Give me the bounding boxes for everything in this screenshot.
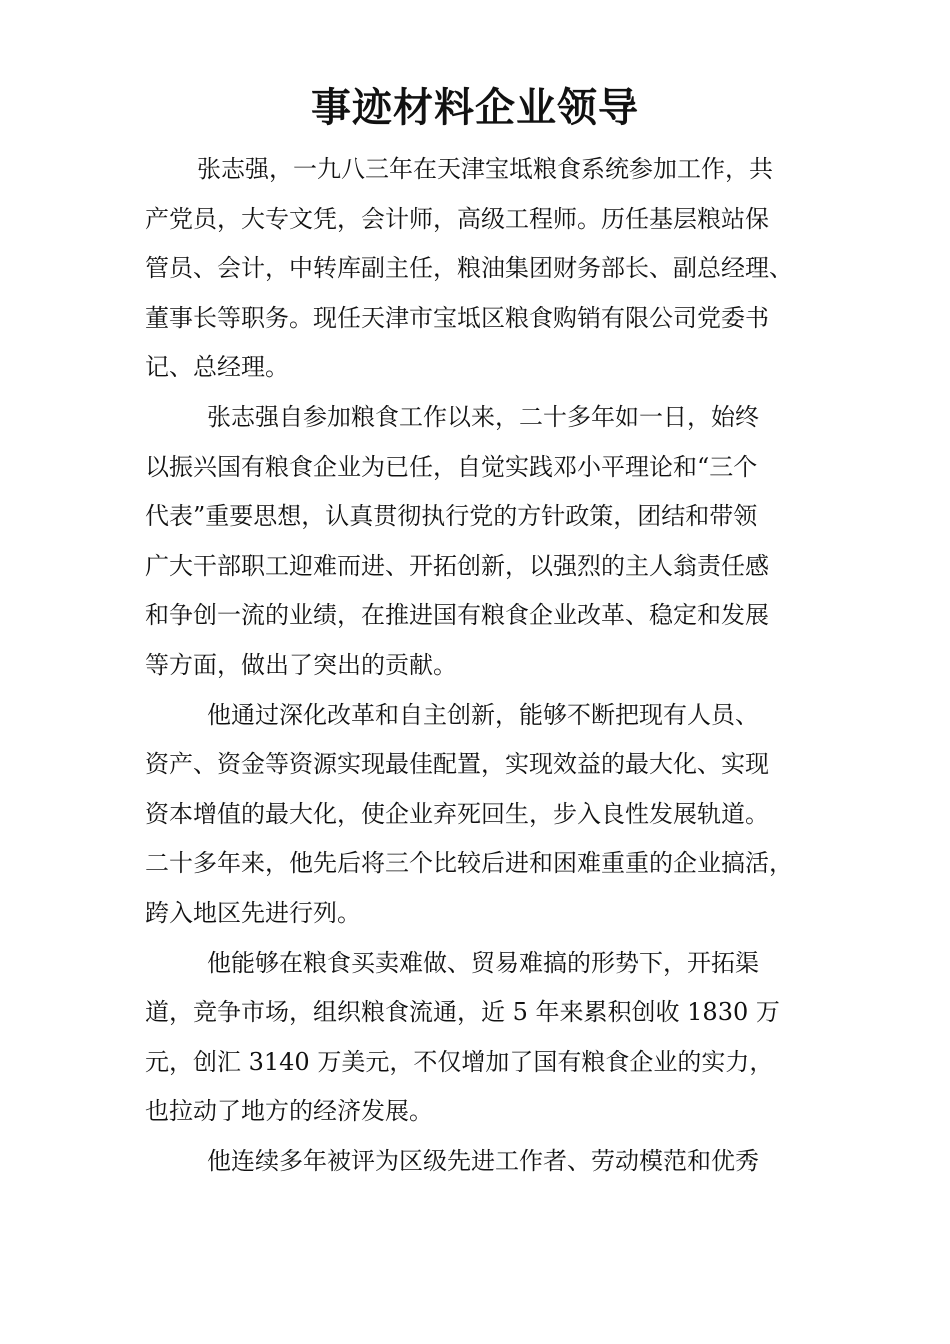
paragraph-4	[145, 939, 835, 1137]
text-line: 董事长等职务。现任天津市宝坻区粮食购销有限公司党委书	[145, 303, 769, 332]
text-line: 张志强，一九八三年在天津宝坻粮食系统参加工作，共	[197, 155, 773, 183]
text-line: 等方面，做出了突出的贡献。	[145, 650, 457, 679]
paragraph-2	[145, 393, 835, 691]
paragraph-3	[145, 691, 835, 939]
paragraph-1	[145, 145, 835, 393]
text-line: 元，创汇 3140 万美元，不仅增加了国有粮食企业的实力，	[145, 1047, 774, 1076]
text-line: 资本增值的最大化，使企业弃死回生，步入良性发展轨道。	[145, 799, 769, 828]
text-line: 产党员，大专文凭，会计师，高级工程师。历任基层粮站保	[145, 204, 769, 233]
text-line: 跨入地区先进行列。	[145, 898, 361, 927]
text-line: 道，竞争市场，组织粮食流通，近 5 年来累积创收 1830 万	[145, 998, 780, 1027]
paragraph-5	[145, 1137, 835, 1187]
text-line: 他连续多年被评为区级先进工作者、劳动模范和优秀	[207, 1146, 759, 1175]
text-line: 他能够在粮食买卖难做、贸易难搞的形势下，开拓渠	[207, 948, 759, 977]
text-line: 管员、会计，中转库副主任，粮油集团财务部长、副总经理、	[145, 254, 793, 283]
document-title: 事迹材料企业领导	[311, 84, 639, 131]
text-line: 记、总经理。	[145, 353, 289, 382]
text-line: 也拉动了地方的经济发展。	[145, 1097, 433, 1126]
text-line: 他通过深化改革和自主创新，能够不断把现有人员、	[207, 700, 759, 729]
text-line: 张志强自参加粮食工作以来，二十多年如一日，始终	[207, 402, 759, 431]
text-line: 代表”重要思想，认真贯彻执行党的方针政策，团结和带领	[145, 502, 758, 531]
text-line: 广大干部职工迎难而进、开拓创新，以强烈的主人翁责任感	[145, 551, 769, 580]
document-body	[145, 145, 835, 1186]
text-line: 二十多年来，他先后将三个比较后进和困难重重的企业搞活，	[145, 849, 793, 878]
text-line: 以振兴国有粮食企业为已任，自觉实践邓小平理论和“三个	[145, 452, 758, 481]
text-line: 和争创一流的业绩，在推进国有粮食企业改革、稳定和发展	[145, 601, 769, 630]
text-line: 资产、资金等资源实现最佳配置，实现效益的最大化、实现	[145, 750, 769, 779]
